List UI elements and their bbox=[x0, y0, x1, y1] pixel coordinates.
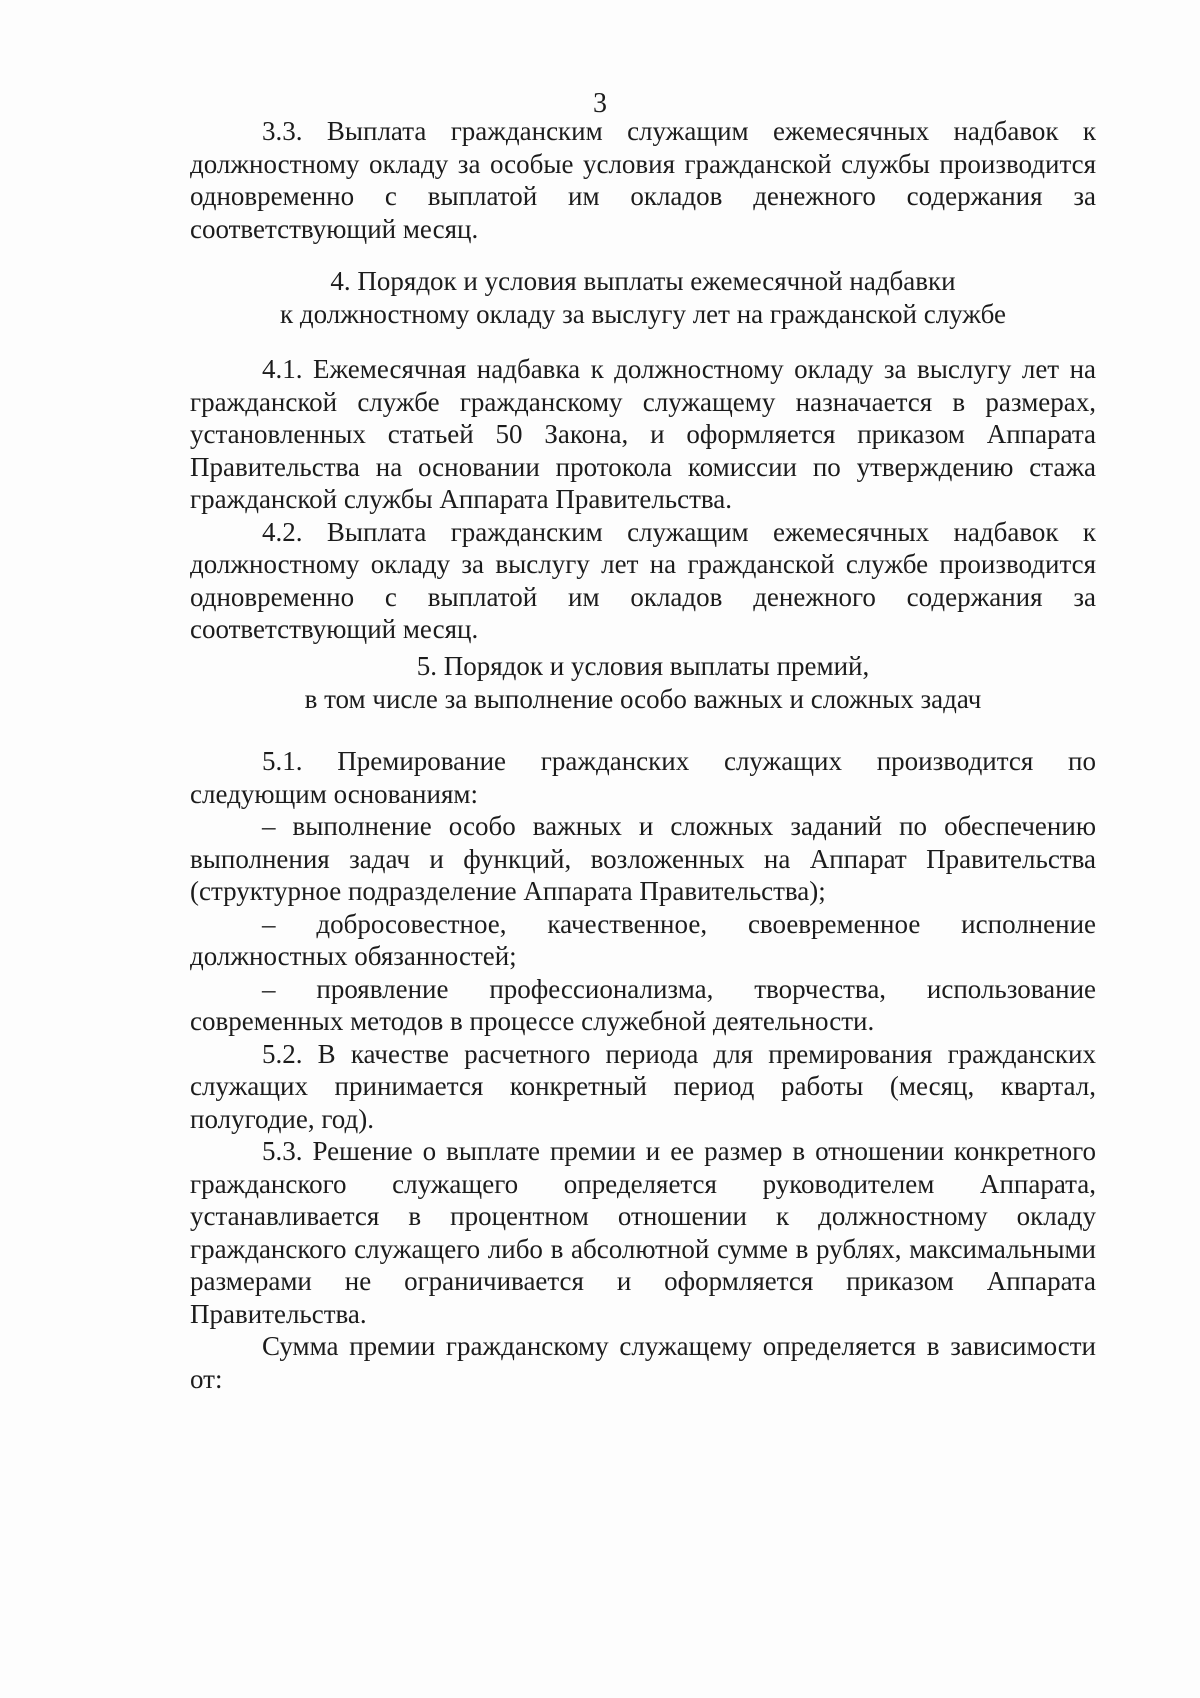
paragraph-4-1: 4.1. Ежемесячная надбавка к должностному окладу за выслугу лет на гражданской службе гражданскому служащему назначается в размерах, установленных статьей 50 Закона, и оформляется приказом Аппарата Правительства на основании протокола комиссии по утверждению стажа гражданской службы Аппарата Правительства. bbox=[190, 354, 1096, 514]
paragraph-5-3: 5.3. Решение о выплате премии и ее размер в отношении конкретного гражданского служащего определяется руководителем Аппарата, устанавливается в процентном отношении к должностному окладу гражданского служащего либо в абсолютной сумме в рублях, максимальными размерами не ограничивается и оформляется приказом Аппарата Правительства. bbox=[190, 1136, 1096, 1329]
section-4-body bbox=[190, 353, 1096, 646]
section-4-heading-line-2: к должностному окладу за выслугу лет на гражданской службе bbox=[280, 298, 1006, 329]
page-number: 3 bbox=[593, 88, 607, 119]
bullet-item-1: – выполнение особо важных и сложных заданий по обеспечению выполнения задач и функций, возложенных на Аппарат Правительства (структурное подразделение Аппарата Правительства); bbox=[190, 811, 1096, 906]
section-4-heading-line-1: 4. Порядок и условия выплаты ежемесячной надбавки bbox=[330, 266, 956, 296]
paragraph-3-3-block bbox=[190, 115, 1096, 245]
section-4-heading bbox=[190, 265, 1096, 330]
section-5-heading-line-1: 5. Порядок и условия выплаты премий, bbox=[416, 651, 870, 681]
paragraph-3-3: 3.3. Выплата гражданским служащим ежемесячных надбавок к должностному окладу за особые условия гражданской службы производится одновременно с выплатой им окладов денежного содержания за соответствующий месяц. bbox=[190, 116, 1096, 244]
paragraph-premium-sum: Сумма премии гражданскому служащему определяется в зависимости от: bbox=[190, 1331, 1096, 1394]
section-5-body bbox=[190, 745, 1096, 1395]
bullet-item-2: – добросовестное, качественное, своевременное исполнение должностных обязанностей; bbox=[190, 908, 1096, 971]
paragraph-5-2: 5.2. В качестве расчетного периода для премирования гражданских служащих принимается конкретный период работы (месяц, квартал, полугодие, год). bbox=[190, 1038, 1096, 1134]
section-5-heading bbox=[190, 650, 1096, 715]
section-5-heading-line-2: в том числе за выполнение особо важных и сложных задач bbox=[304, 683, 982, 714]
paragraph-4-2: 4.2. Выплата гражданским служащим ежемесячных надбавок к должностному окладу за выслугу лет на гражданской службе производится одновременно с выплатой им окладов денежного содержания за соответствующий месяц. bbox=[190, 516, 1096, 644]
bullet-item-3: – проявление профессионализма, творчества, использование современных методов в процессе служебной деятельности. bbox=[190, 973, 1096, 1036]
paragraph-5-1: 5.1. Премирование гражданских служащих производится по следующим основаниям: bbox=[190, 746, 1096, 809]
